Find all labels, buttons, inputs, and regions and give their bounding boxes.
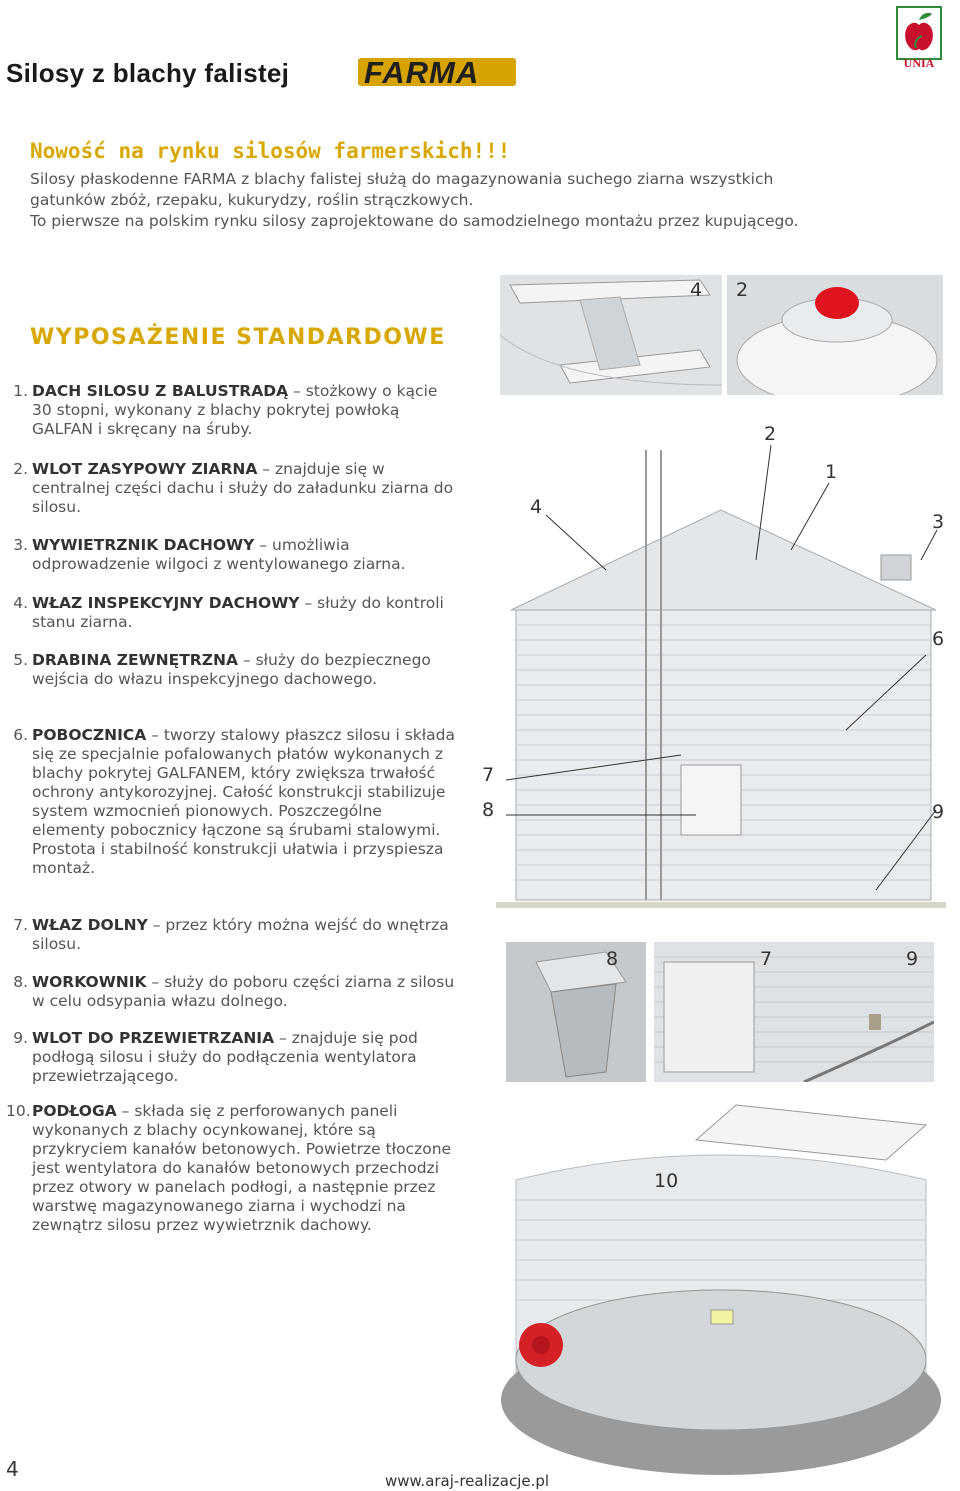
item-term: DRABINA ZEWNĘTRZNA <box>32 651 238 669</box>
footer-url[interactable]: www.araj-realizacje.pl <box>385 1472 550 1490</box>
list-item: 6. POBOCZNICA – tworzy stalowy płaszcz silosu i składa się ze specjalnie pofalowanych płatów wykonanych z blachy pokrytej GALFANEM, który zwiększa trwałość ochrony antykorozyjnej. Całość konstrukcji stabilizuje system wzmocnień pionowych. Poszczególne elementy pobocznicy łączone są śrubami stalowymi. Prostota i stabilność konstrukcji ułatwia i przyspiesza montaż. <box>6 726 456 898</box>
list-item: 1. DACH SILOSU Z BALUSTRADĄ – stożkowy o kącie 30 stopni, wykonany z blachy pokrytej powłoką GALFAN i skręcany na śruby. <box>6 382 456 440</box>
equipment-list <box>6 382 456 1256</box>
item-description: składa się z perforowanych paneli wykonanych z blachy ocynkowanej, które są przykryciem kanałów betonowych. Powietrze tłoczone jest wentylatora do kanałów betonowych przechodzi przez otwory w panelach podłogi, a następnie przez warstwę magazynowanego ziarna i wychodzi na zewnątrz silosu przez wywietrznik dachowy. <box>32 1102 452 1234</box>
intro-line: gatunków zbóż, rzepaku, kukurydzy, roślin strączkowych. <box>30 191 474 209</box>
item-term: WŁAZ DOLNY <box>32 916 148 934</box>
item-term: WYWIETRZNIK DACHOWY <box>32 536 255 554</box>
item-number: 3. <box>13 536 28 554</box>
page-title: Silosy z blachy falistej <box>6 58 290 88</box>
list-item: 3. WYWIETRZNIK DACHOWY – umożliwia odprowadzenie wilgoci z wentylowanego ziarna. <box>6 536 456 576</box>
item-description: stożkowy o kącie 30 stopni, wykonany z blachy pokrytej powłoką GALFAN i skręcany na śruby. <box>32 382 438 438</box>
item-number: 8. <box>13 973 28 991</box>
callout-number: 4 <box>530 496 543 518</box>
roof-inlet-photo <box>727 275 943 395</box>
item-number: 10. <box>6 1102 31 1120</box>
item-description: znajduje się w centralnej części dachu i służy do załadunku ziarna do silosu. <box>32 460 454 516</box>
item-term: WORKOWNIK <box>32 973 147 991</box>
item-term: WŁAZ INSPEKCYJNY DACHOWY <box>32 594 300 612</box>
list-item: 5. DRABINA ZEWNĘTRZNA – służy do bezpiecznego wejścia do włazu inspekcyjnego dachowego. <box>6 651 456 709</box>
floor-rail-photo <box>500 275 722 395</box>
list-item: 4. WŁAZ INSPEKCYJNY DACHOWY – służy do kontroli stanu ziarna. <box>6 594 456 634</box>
item-number: 9. <box>13 1029 28 1047</box>
intro-line: To pierwsze na polskim rynku silosy zaprojektowane do samodzielnego montażu przez kupującego. <box>30 212 799 230</box>
callout-number: 2 <box>764 423 777 445</box>
callout-number: 2 <box>736 279 749 301</box>
brand-logo-text: FARMA <box>364 55 480 90</box>
callout-number: 7 <box>482 764 495 786</box>
section-title: WYPOSAŻENIE STANDARDOWE <box>30 325 446 350</box>
list-item: 7. WŁAZ DOLNY – przez który można wejść do wnętrza silosu. <box>6 916 456 956</box>
intro-line: Silosy płaskodenne FARMA z blachy falistej służą do magazynowania suchego ziarna wszystkich <box>30 170 774 188</box>
item-term: WLOT ZASYPOWY ZIARNA <box>32 460 258 478</box>
item-number: 1. <box>13 382 28 400</box>
silo-illustration <box>496 410 946 910</box>
item-number: 5. <box>13 651 28 669</box>
list-item: 9. WLOT DO PRZEWIETRZANIA – znajduje się pod podłogą silosu i służy do podłączenia wentylatora przewietrzającego. <box>6 1029 456 1087</box>
page-number: 4 <box>6 1457 19 1481</box>
list-item: 8. WORKOWNIK – służy do poboru części ziarna z silosu w celu odsypania włazu dolnego. <box>6 973 456 1013</box>
item-number: 7. <box>13 916 28 934</box>
item-term: PODŁOGA <box>32 1102 117 1120</box>
item-description: służy do kontroli stanu ziarna. <box>32 594 444 631</box>
item-description: służy do bezpiecznego wejścia do włazu inspekcyjnego dachowego. <box>32 651 431 688</box>
item-term: WLOT DO PRZEWIETRZANIA <box>32 1029 275 1047</box>
item-description: znajduje się pod podłogą silosu i służy do podłączenia wentylatora przewietrzającego. <box>32 1029 418 1085</box>
item-number: 6. <box>13 726 28 744</box>
intro-headline: Nowość na rynku silosów farmerskich!!! <box>30 139 511 163</box>
bottom-hatch-photo <box>654 942 934 1082</box>
callout-number: 9 <box>906 948 919 970</box>
item-description: tworzy stalowy płaszcz silosu i składa się ze specjalnie pofalowanych płatów wykonanych z blachy pokrytej GALFANEM, który zwiększa trwałość ochrony antykorozyjnej. Całość konstrukcji stabilizuje system wzmocnień pionowych. Poszczególne elementy pobocznicy łączone są śrubami stalowymi. Prostota i stabilność konstrukcji ułatwia i przyspiesza montaż. <box>32 726 456 877</box>
callout-number: 8 <box>482 799 495 821</box>
item-description: przez który można wejść do wnętrza silosu. <box>32 916 449 953</box>
callout-number: 10 <box>654 1170 679 1192</box>
callout-number: 9 <box>932 801 945 823</box>
item-term: POBOCZNICA <box>32 726 147 744</box>
callout-number: 3 <box>932 511 945 533</box>
callout-number: 7 <box>760 948 773 970</box>
callout-number: 6 <box>932 628 945 650</box>
callout-number: 8 <box>606 948 619 970</box>
list-item: 10. PODŁOGA – składa się z perforowanych paneli wykonanych z blachy ocynkowanej, które są przykryciem kanałów betonowych. Powietrze tłoczone jest wentylatora do kanałów betonowych przechodzi przez otwory w panelach podłogi, a następnie przez warstwę magazynowanego ziarna i wychodzi na zewnątrz silosu przez wywietrznik dachowy. <box>6 1102 452 1234</box>
intro-text <box>30 169 910 232</box>
floor-illustration <box>496 1100 946 1490</box>
callout-number: 4 <box>690 279 703 301</box>
item-term: DACH SILOSU Z BALUSTRADĄ <box>32 382 289 400</box>
callout-number: 1 <box>825 461 838 483</box>
sampler-photo <box>506 942 646 1082</box>
list-item: 2. WLOT ZASYPOWY ZIARNA – znajduje się w centralnej części dachu i służy do załadunku ziarna do silosu. <box>6 460 456 518</box>
unia-logo-text: UNIA <box>903 56 935 70</box>
item-number: 4. <box>13 594 28 612</box>
item-description: służy do poboru części ziarna z silosu w celu odsypania włazu dolnego. <box>32 973 455 1010</box>
item-number: 2. <box>13 460 28 478</box>
item-description: umożliwia odprowadzenie wilgoci z wentylowanego ziarna. <box>32 536 406 573</box>
